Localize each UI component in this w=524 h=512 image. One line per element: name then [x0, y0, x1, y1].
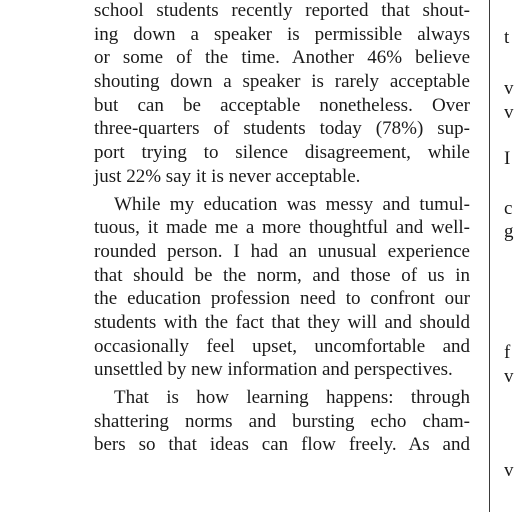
text-fragment: c — [504, 198, 513, 219]
column-divider — [489, 0, 490, 512]
text-line: That is how learning happens: through — [114, 387, 470, 408]
adjacent-column-fragment — [504, 0, 524, 512]
text-line: just 22% say it is never acceptable. — [94, 165, 361, 187]
text-fragment: g — [504, 221, 514, 242]
text-fragment: v — [504, 460, 514, 481]
text-line: shouting down a speaker is rarely acceptable — [94, 71, 470, 93]
text-line: students with the fact that they will and should — [94, 311, 470, 333]
text-line: that should be the norm, and those of us in — [94, 264, 470, 286]
text-fragment: v — [504, 78, 514, 99]
text-line: rounded person. I had an unusual experience — [94, 240, 470, 262]
text-fragment: f — [504, 342, 511, 363]
text-line: unsettled by new information and perspectives. — [94, 359, 453, 381]
text-line: or some of the time. Another 46% believe — [94, 47, 470, 69]
text-fragment: v — [504, 366, 514, 387]
text-line: bers so that ideas can flow freely. As and — [94, 434, 470, 456]
text-line: occasionally feel upset, uncomfortable and — [94, 335, 470, 357]
text-line: three-quarters of students today (78%) sup- — [94, 118, 470, 140]
body-text-column — [94, 0, 470, 457]
text-line: tuous, it made me a more thoughtful and well- — [94, 217, 470, 239]
text-line: but can be acceptable nonetheless. Over — [94, 94, 470, 116]
text-line: While my education was messy and tumul- — [114, 193, 470, 215]
text-line: school students recently reported that shout- — [94, 0, 470, 21]
text-line: port trying to silence disagreement, while — [94, 142, 470, 164]
text-fragment: v — [504, 102, 514, 123]
text-line: ing down a speaker is permissible always — [94, 23, 470, 45]
text-line: the education profession need to confront our — [94, 288, 470, 310]
text-fragment: t — [504, 27, 510, 48]
text-fragment: I — [504, 148, 511, 169]
text-line: shattering norms and bursting echo cham- — [94, 410, 470, 432]
